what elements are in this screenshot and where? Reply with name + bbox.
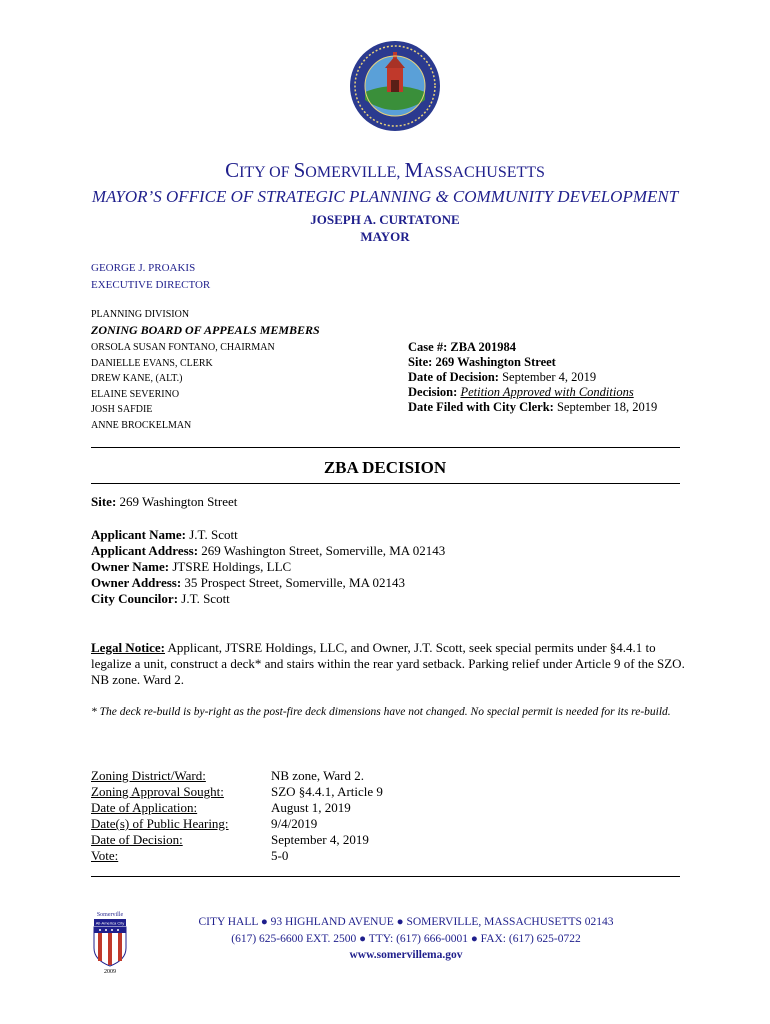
zoning-value: NB zone, Ward 2.	[271, 768, 364, 783]
deck-note: * The deck re-build is by-right as the post-fire deck dimensions have not changed. No special permit is needed for its re-build.	[91, 706, 671, 718]
director-title: EXECUTIVE DIRECTOR	[91, 279, 211, 291]
board-member: DANIELLE EVANS, CLERK	[91, 357, 213, 369]
zoning-value: SZO §4.4.1, Article 9	[271, 784, 383, 799]
board-member: DREW KANE, (ALT.)	[91, 373, 183, 384]
divider	[91, 447, 680, 448]
board-heading: ZONING BOARD OF APPEALS MEMBERS	[91, 323, 320, 337]
director-name: GEORGE J. PROAKIS	[91, 262, 196, 274]
zoning-label: Vote:	[91, 848, 119, 863]
divider	[91, 876, 680, 877]
svg-text:All-America City: All-America City	[95, 920, 125, 926]
seal-icon	[349, 40, 441, 132]
footer-address: CITY HALL ● 93 HIGHLAND AVENUE ● SOMERVILLE, MASSACHUSETTS 02143	[198, 916, 614, 928]
board-members-list	[91, 340, 275, 433]
office-subtitle: MAYOR’S OFFICE OF STRATEGIC PLANNING & COMMUNITY DEVELOPMENT	[91, 187, 679, 206]
zoning-value: September 4, 2019	[271, 832, 369, 847]
legal-notice: Legal Notice: Applicant, JTSRE Holdings, LLC, and Owner, J.T. Scott, seek special permits under §4.4.1 to legalize a unit, construct a deck* and stairs within the rear yard setback. Parking relief under Article 9 of the SZO. NB zone. Ward 2.	[91, 640, 685, 687]
applicant-name: Applicant Name: J.T. Scott	[91, 527, 238, 542]
case-filed: Date Filed with City Clerk: September 18, 2019	[408, 400, 658, 414]
mayor-name: JOSEPH A. CURTATONE	[310, 212, 460, 227]
footer-website	[0, 947, 770, 963]
case-decision: Decision: Petition Approved with Conditions	[408, 385, 634, 399]
decision-heading: ZBA DECISION	[323, 458, 447, 477]
zoning-value: August 1, 2019	[271, 800, 351, 815]
owner-name: Owner Name: JTSRE Holdings, LLC	[91, 559, 292, 574]
divider	[91, 483, 680, 484]
board-member: JOSH SAFDIE	[91, 404, 153, 415]
zoning-value: 5-0	[271, 848, 289, 863]
board-member: ELAINE SEVERINO	[91, 388, 180, 400]
board-member: ANNE BROCKELMAN	[91, 419, 192, 431]
case-number: Case #: ZBA 201984	[408, 340, 516, 354]
decision-site: Site: 269 Washington Street	[91, 494, 238, 509]
city-seal	[349, 40, 441, 132]
svg-text:2009: 2009	[104, 969, 116, 974]
applicant-block	[91, 527, 686, 607]
page-title: CITY OF SOMERVILLE, MASSACHUSETTS	[225, 158, 545, 182]
owner-address: Owner Address: 35 Prospect Street, Somerville, MA 02143	[91, 575, 406, 590]
zoning-label: Date of Decision:	[91, 832, 183, 847]
mayor-title: MAYOR	[360, 229, 410, 244]
case-date: Date of Decision: September 4, 2019	[408, 370, 597, 384]
zoning-label: Date(s) of Public Hearing:	[91, 816, 229, 831]
zoning-label: Zoning District/Ward:	[91, 768, 206, 783]
svg-text:Somerville: Somerville	[96, 912, 124, 918]
zoning-value: 9/4/2019	[271, 816, 318, 831]
case-site: Site: 269 Washington Street	[408, 355, 556, 369]
division-label: PLANNING DIVISION	[91, 309, 190, 320]
website-link[interactable]: www.somervillema.gov	[349, 949, 463, 961]
case-info	[408, 340, 657, 415]
city-councilor: City Councilor: J.T. Scott	[91, 591, 230, 606]
footer-phone: (617) 625-6600 EXT. 2500 ● TTY: (617) 666-0001 ● FAX: (617) 625-0722	[231, 933, 581, 945]
applicant-address: Applicant Address: 269 Washington Street, Somerville, MA 02143	[91, 543, 446, 558]
board-member: ORSOLA SUSAN FONTANO, CHAIRMAN	[91, 342, 275, 353]
zoning-label: Date of Application:	[91, 800, 198, 815]
zoning-label: Zoning Approval Sought:	[91, 784, 224, 799]
